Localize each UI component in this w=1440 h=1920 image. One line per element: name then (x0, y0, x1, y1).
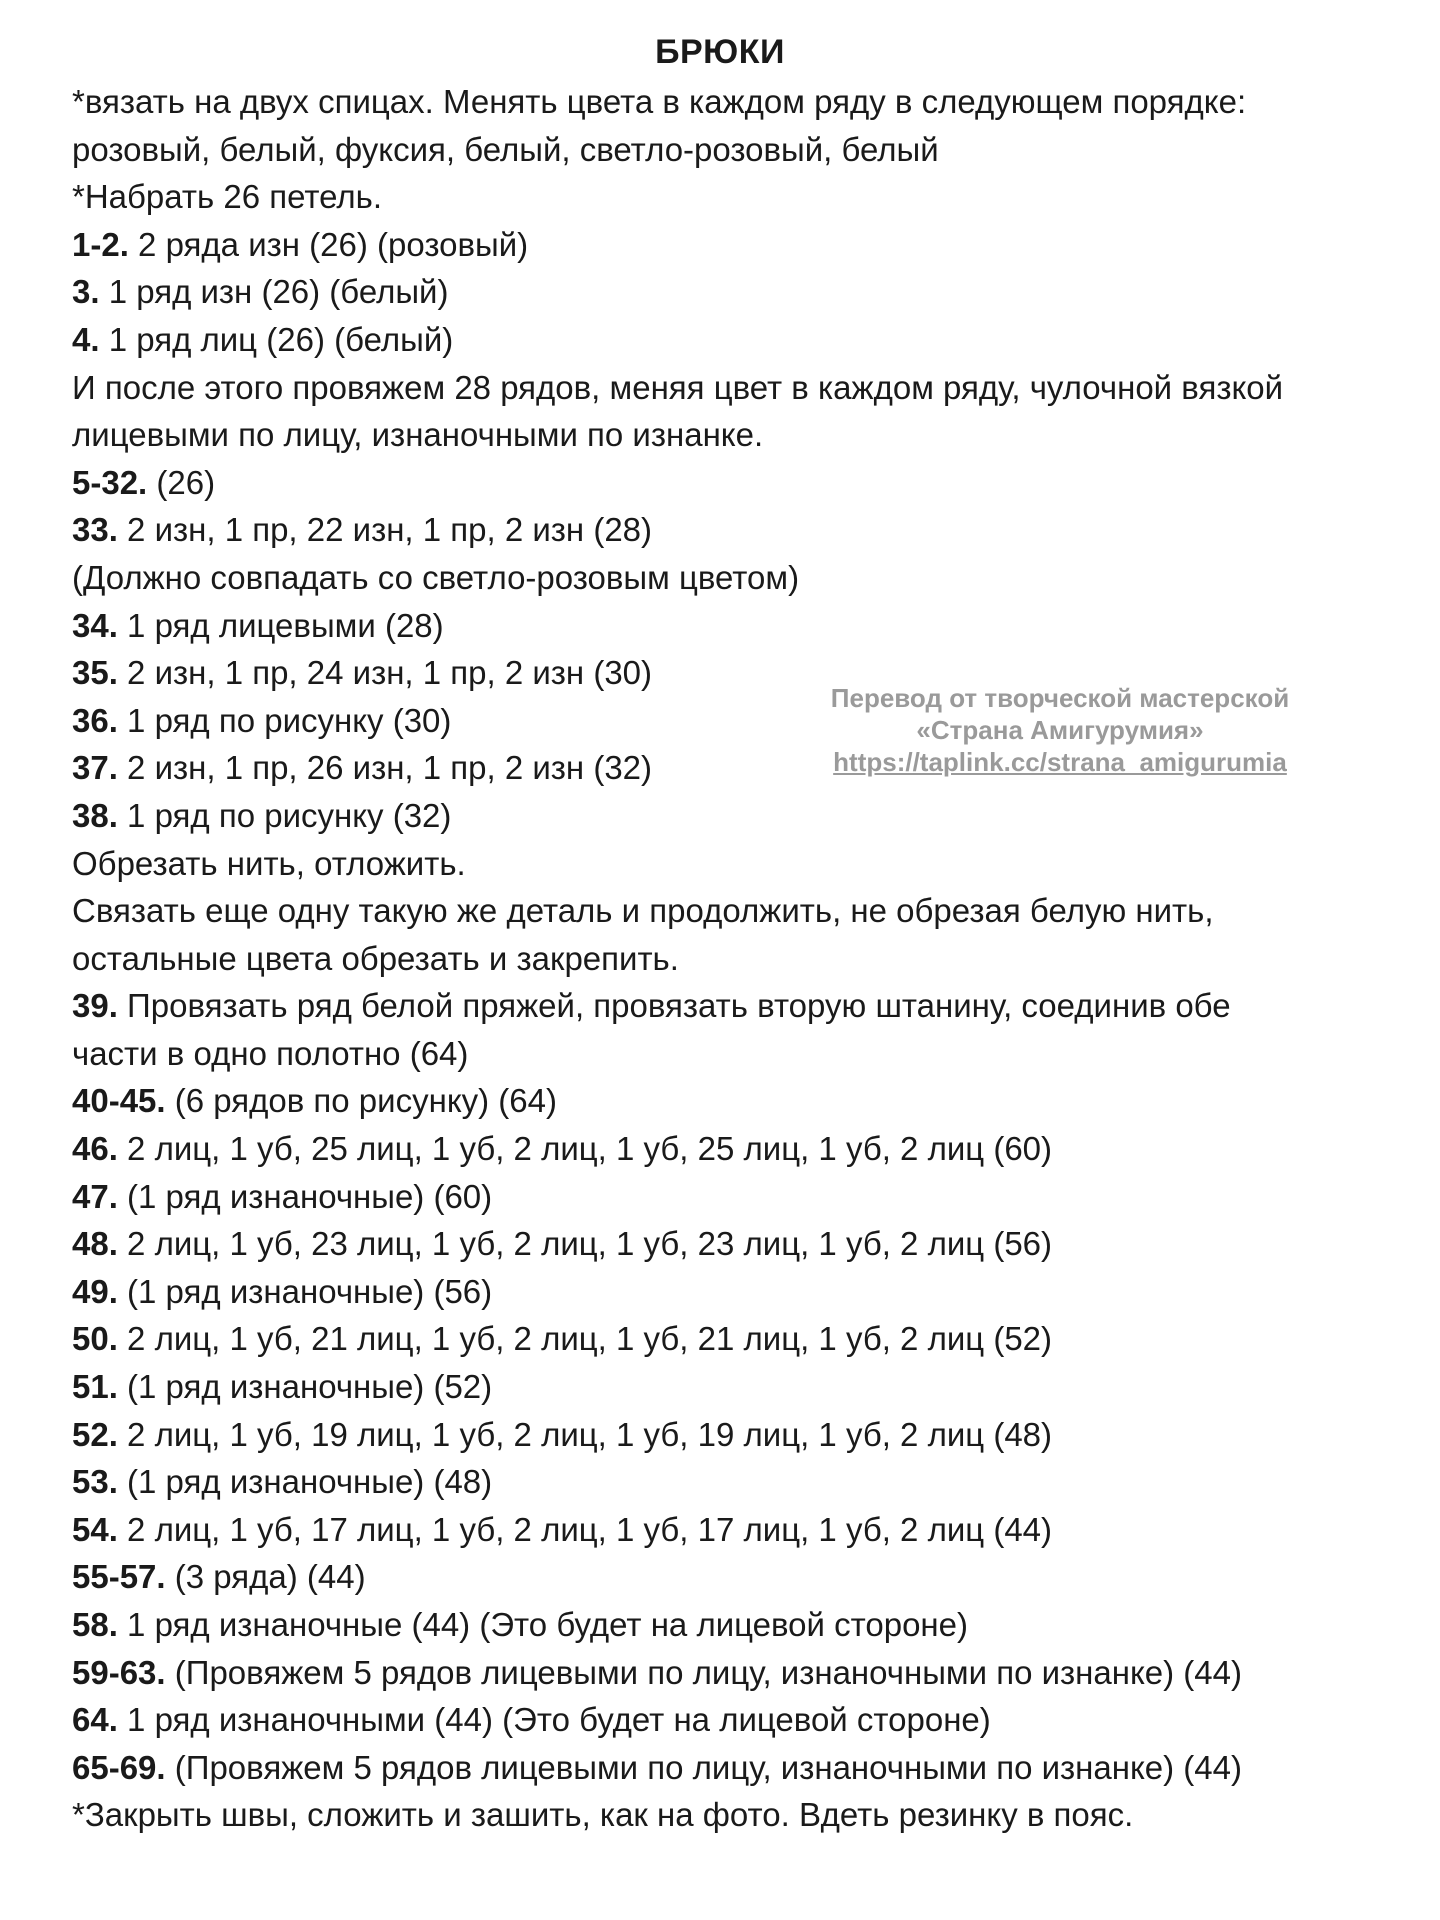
instruction-text: 1 ряд изнаночные (44) (Это будет на лицевой стороне) (117, 1606, 968, 1643)
row-number: 39. (72, 987, 118, 1025)
instruction-line (72, 221, 1402, 269)
page-title: БРЮКИ (655, 33, 785, 71)
instruction-text: 2 лиц, 1 уб, 17 лиц, 1 уб, 2 лиц, 1 уб, 17 лиц, 1 уб, 2 лиц (44) (117, 1510, 1053, 1548)
instruction-text: Обрезать нить, отложить. (72, 844, 466, 882)
instruction-line (72, 982, 1402, 1030)
row-number: 34. (72, 606, 118, 644)
instruction-line (72, 126, 1402, 174)
row-number: 55-57. (72, 1558, 166, 1596)
instruction-line (72, 792, 1402, 840)
instruction-text: части в одно полотно (64) (72, 1034, 469, 1072)
watermark-link[interactable]: https://taplink.cc/strana_amigurumia (833, 747, 1287, 777)
row-number: 51. (72, 1368, 118, 1406)
row-number: 59-63. (72, 1653, 166, 1691)
row-number: 47. (72, 1177, 118, 1215)
instruction-text: (Должно совпадать со светло-розовым цветом) (72, 558, 800, 596)
instruction-text: 1 ряд лиц (26) (белый) (99, 320, 454, 358)
instruction-text: 2 лиц, 1 уб, 25 лиц, 1 уб, 2 лиц, 1 уб, 25 лиц, 1 уб, 2 лиц (60) (117, 1130, 1053, 1168)
instruction-text: 2 лиц, 1 уб, 23 лиц, 1 уб, 2 лиц, 1 уб, 23 лиц, 1 уб, 2 лиц (56) (117, 1225, 1053, 1263)
instruction-line (72, 1458, 1402, 1506)
instruction-line (72, 1030, 1402, 1078)
instructions-body (72, 78, 1402, 1839)
instruction-line (72, 1553, 1402, 1601)
instruction-text: *вязать на двух спицах. Менять цвета в каждом ряду в следующем порядке: (72, 83, 1247, 120)
row-number: 49. (72, 1272, 118, 1310)
instruction-text: *Набрать 26 петель. (72, 178, 383, 216)
row-number: 54. (72, 1510, 118, 1548)
row-number: 48. (72, 1225, 118, 1263)
instruction-line (72, 1411, 1402, 1459)
instruction-line (72, 459, 1402, 507)
instruction-line (72, 411, 1402, 459)
instruction-line (72, 935, 1402, 983)
instruction-text: (3 ряда) (44) (165, 1558, 366, 1596)
instruction-text: Связать еще одну такую же деталь и продолжить, не обрезая белую нить, (72, 892, 1214, 930)
row-number: 36. (72, 701, 118, 739)
row-number: 3. (72, 273, 100, 311)
instruction-text: 2 изн, 1 пр, 24 изн, 1 пр, 2 изн (30) (117, 654, 653, 692)
instruction-line (72, 554, 1402, 602)
watermark (790, 682, 1330, 778)
instruction-text: 1 ряд изн (26) (белый) (99, 273, 449, 311)
row-number: 65-69. (72, 1748, 166, 1786)
watermark-line-2: «Страна Амигурумия» (916, 715, 1204, 745)
row-number: 4. (72, 320, 100, 358)
instruction-text: 1 ряд по рисунку (32) (117, 796, 452, 834)
instruction-text: И после этого провяжем 28 рядов, меняя цвет в каждом ряду, чулочной вязкой (72, 368, 1284, 406)
instruction-line (72, 1506, 1402, 1554)
instruction-text: (1 ряд изнаночные) (60) (117, 1177, 493, 1215)
row-number: 50. (72, 1320, 118, 1358)
instruction-text: 2 лиц, 1 уб, 19 лиц, 1 уб, 2 лиц, 1 уб, 19 лиц, 1 уб, 2 лиц (48) (117, 1415, 1053, 1453)
instruction-text: 1 ряд изнаночными (44) (Это будет на лицевой стороне) (117, 1701, 991, 1739)
instruction-text: (Провяжем 5 рядов лицевыми по лицу, изнаночными по изнанке) (44) (165, 1653, 1242, 1691)
instruction-text: (26) (147, 463, 216, 501)
instruction-text: 2 изн, 1 пр, 26 изн, 1 пр, 2 изн (32) (117, 749, 653, 787)
instruction-text: лицевыми по лицу, изнаночными по изнанке. (72, 416, 764, 454)
instruction-line (72, 364, 1402, 412)
instruction-text: (1 ряд изнаночные) (48) (117, 1463, 493, 1501)
instruction-text: 1 ряд лицевыми (28) (117, 606, 444, 644)
row-number: 40-45. (72, 1082, 166, 1120)
row-number: 58. (72, 1606, 118, 1643)
instruction-text: 2 лиц, 1 уб, 21 лиц, 1 уб, 2 лиц, 1 уб, 21 лиц, 1 уб, 2 лиц (52) (117, 1320, 1053, 1358)
row-number: 35. (72, 654, 118, 692)
instruction-text: (6 рядов по рисунку) (64) (165, 1082, 557, 1120)
instruction-text: 1 ряд по рисунку (30) (117, 701, 452, 739)
row-number: 53. (72, 1463, 118, 1501)
watermark-line-1: Перевод от творческой мастерской (830, 683, 1290, 713)
instruction-line (72, 1601, 1402, 1649)
instruction-line (72, 1649, 1402, 1697)
instruction-line (72, 1363, 1402, 1411)
row-number: 64. (72, 1701, 118, 1739)
instruction-line (72, 1791, 1402, 1839)
instruction-line (72, 1125, 1402, 1173)
instruction-line (72, 1268, 1402, 1316)
row-number: 38. (72, 796, 118, 834)
instruction-text: Провязать ряд белой пряжей, провязать вторую штанину, соединив обе (117, 987, 1231, 1025)
instruction-line (72, 1744, 1402, 1792)
instruction-line (72, 840, 1402, 888)
instruction-line (72, 602, 1402, 650)
row-number: 37. (72, 749, 118, 787)
row-number: 1-2. (72, 225, 129, 263)
instruction-line (72, 268, 1402, 316)
instruction-text: розовый, белый, фуксия, белый, светло-розовый, белый (72, 130, 939, 168)
instruction-text: 2 изн, 1 пр, 22 изн, 1 пр, 2 изн (28) (117, 511, 653, 549)
instruction-line (72, 316, 1402, 364)
instruction-line (72, 1077, 1402, 1125)
row-number: 5-32. (72, 463, 148, 501)
instruction-line (72, 1315, 1402, 1363)
instruction-line (72, 1220, 1402, 1268)
row-number: 33. (72, 511, 118, 549)
instruction-text: 2 ряда изн (26) (розовый) (128, 225, 529, 263)
instruction-text: (1 ряд изнаночные) (56) (117, 1272, 493, 1310)
instruction-line (72, 1173, 1402, 1221)
instruction-text: остальные цвета обрезать и закрепить. (72, 939, 679, 977)
instruction-text: *Закрыть швы, сложить и зашить, как на фото. Вдеть резинку в пояс. (72, 1796, 1134, 1834)
instruction-line (72, 887, 1402, 935)
row-number: 52. (72, 1415, 118, 1453)
instruction-line (72, 506, 1402, 554)
instruction-line (72, 1696, 1402, 1744)
instruction-line (72, 173, 1402, 221)
row-number: 46. (72, 1130, 118, 1168)
instruction-text: (Провяжем 5 рядов лицевыми по лицу, изнаночными по изнанке) (44) (165, 1748, 1242, 1786)
instruction-text: (1 ряд изнаночные) (52) (117, 1368, 493, 1406)
instruction-line (72, 78, 1402, 126)
